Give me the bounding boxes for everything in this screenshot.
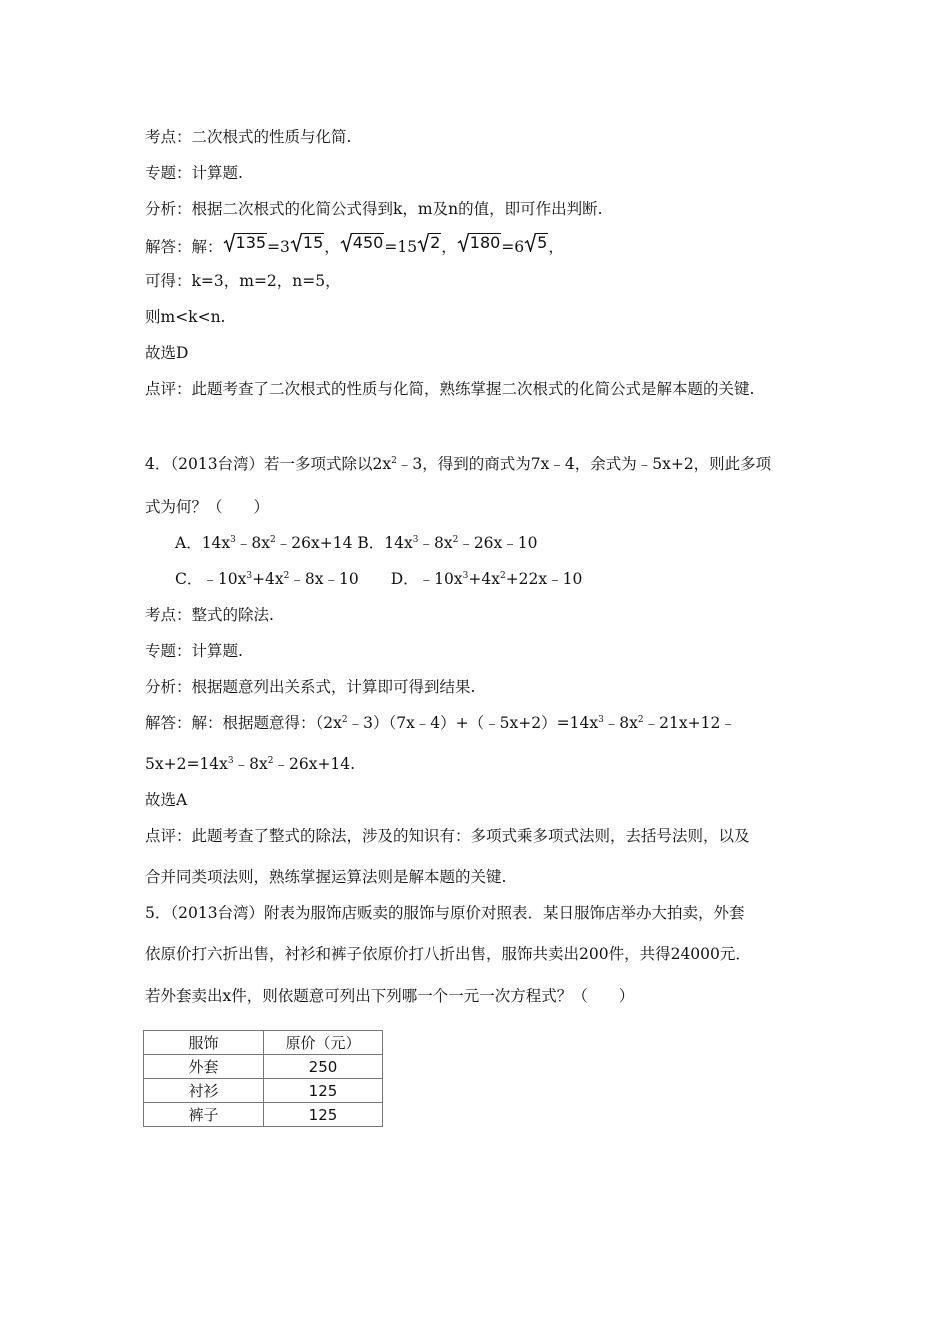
- q4-options-ab: [175, 533, 538, 553]
- exponent: 3: [227, 756, 234, 766]
- table-header-row: [144, 1031, 383, 1055]
- exponent: 2: [341, 715, 348, 725]
- text: ﹣8x: [418, 534, 453, 552]
- exponent: 3: [412, 535, 419, 545]
- q3-kede: 可得：k=3，m=2，n=5，: [145, 272, 341, 290]
- exponent: 2: [270, 535, 276, 545]
- q4-stem-line1: [145, 454, 771, 474]
- q3-jieda: [145, 232, 564, 257]
- table-cell: 250: [264, 1055, 383, 1079]
- q3-guxuan: 故选D: [145, 344, 189, 362]
- exponent: 3: [246, 571, 253, 581]
- text: 5x+2=14x: [145, 755, 228, 773]
- text: ﹣3，得到的商式为7x﹣4，余式为﹣5x+2，则此多项: [396, 455, 772, 473]
- exponent: 2: [637, 715, 644, 725]
- radicand: 180: [469, 233, 501, 252]
- sqrt-450: [340, 232, 385, 252]
- exponent: 2: [452, 535, 459, 545]
- exponent: 2: [283, 571, 290, 581]
- q4-jieda-line2: [145, 754, 355, 774]
- table-cell: 裤子: [144, 1103, 264, 1127]
- option-d: D．﹣10x: [390, 570, 463, 588]
- q3-kaodian: 考点：二次根式的性质与化简.: [145, 128, 352, 146]
- option-a: A．14x: [175, 534, 231, 552]
- separator: ，: [324, 238, 340, 256]
- table-cell: 125: [264, 1103, 383, 1127]
- text: ﹣8x﹣10: [289, 570, 359, 588]
- radicand: 15: [302, 233, 324, 252]
- equals-coef: =6: [501, 238, 525, 256]
- table-cell: 衬衫: [144, 1079, 264, 1103]
- q4-dianping-line2: 合并同类项法则，熟练掌握运算法则是解本题的关键.: [145, 868, 507, 886]
- text: ﹣26x+14.: [273, 755, 356, 773]
- text: 解答：解：根据题意得：（2x: [145, 714, 342, 732]
- exponent: 3: [230, 535, 236, 545]
- q4-dianping-line1: 点评：此题考查了整式的除法，涉及的知识有：多项式乘多项式法则，去括号法则，以及: [145, 827, 750, 845]
- sqrt-2: [417, 232, 441, 252]
- exponent: 2: [267, 756, 274, 766]
- table-row: [144, 1079, 383, 1103]
- table-header-cell: 服饰: [144, 1031, 264, 1055]
- option-b: B．14x: [357, 534, 413, 552]
- q4-kaodian: 考点：整式的除法.: [145, 606, 274, 624]
- q4-zhuanti: 专题：计算题.: [145, 642, 243, 660]
- price-table: [143, 1030, 383, 1127]
- exponent: 3: [598, 715, 604, 725]
- q3-fenxi: 分析：根据二次根式的化简公式得到k，m及n的值，即可作出判断.: [145, 200, 603, 218]
- text: 4．（2013台湾）若一多项式除以2x: [145, 455, 392, 473]
- table-cell: 外套: [144, 1055, 264, 1079]
- q3-zhuanti: 专题：计算题.: [145, 164, 243, 182]
- radicand: 2: [430, 233, 441, 252]
- text: +4x: [468, 570, 500, 588]
- text: ﹣8x: [603, 714, 638, 732]
- text: ﹣8x: [235, 534, 271, 552]
- sqrt-5: [524, 232, 548, 252]
- q4-options-cd: [175, 569, 582, 589]
- text: ﹣21x+12﹣: [643, 714, 736, 732]
- sqrt-135: [223, 232, 268, 252]
- exponent: 2: [499, 571, 506, 581]
- text: +22x﹣10: [505, 570, 583, 588]
- separator: ，: [441, 238, 457, 256]
- text: ﹣26x﹣10: [458, 534, 538, 552]
- radicand: 450: [352, 233, 384, 252]
- q4-guxuan: 故选A: [145, 791, 188, 809]
- table-row: [144, 1055, 383, 1079]
- q5-stem-line3: 若外套卖出x件，则依题意可列出下列哪一个一元一次方程式？（ ）: [145, 987, 635, 1005]
- separator: ，: [548, 238, 564, 256]
- q3-ze: 则m<k<n.: [145, 308, 226, 326]
- radicand: 135: [235, 233, 267, 252]
- q5-stem-line1: 5．（2013台湾）附表为服饰店贩卖的服饰与原价对照表．某日服饰店举办大拍卖，外套: [145, 904, 745, 922]
- radicand: 5: [537, 233, 548, 252]
- q4-jieda-line1: [145, 713, 736, 733]
- table-cell: 125: [264, 1079, 383, 1103]
- equals-coef: =3: [267, 238, 290, 256]
- equals-coef: =15: [384, 238, 418, 256]
- q4-stem-line2: 式为何？（ ）: [145, 498, 270, 516]
- text: ﹣3）（7x﹣4）+（﹣5x+2）=14x: [347, 714, 599, 732]
- q3-jieda-prefix: 解答：解：: [145, 238, 223, 256]
- exponent: 3: [462, 571, 469, 581]
- table-row: [144, 1103, 383, 1127]
- text: ﹣26x+14: [275, 534, 353, 552]
- table-header-cell: 原价（元）: [264, 1031, 383, 1055]
- text: +4x: [252, 570, 284, 588]
- sqrt-15: [290, 232, 324, 252]
- text: ﹣8x: [233, 755, 268, 773]
- exponent: 2: [391, 456, 397, 466]
- q4-fenxi: 分析：根据题意列出关系式，计算即可得到结果.: [145, 678, 476, 696]
- q5-stem-line2: 依原价打六折出售，衬衫和裤子依原价打八折出售，服饰共卖出200件，共得24000元．: [145, 945, 751, 963]
- q3-dianping: 点评：此题考查了二次根式的性质与化简，熟练掌握二次根式的化简公式是解本题的关键.: [145, 380, 755, 398]
- option-c: C．﹣10x: [175, 570, 247, 588]
- sqrt-180: [457, 232, 502, 252]
